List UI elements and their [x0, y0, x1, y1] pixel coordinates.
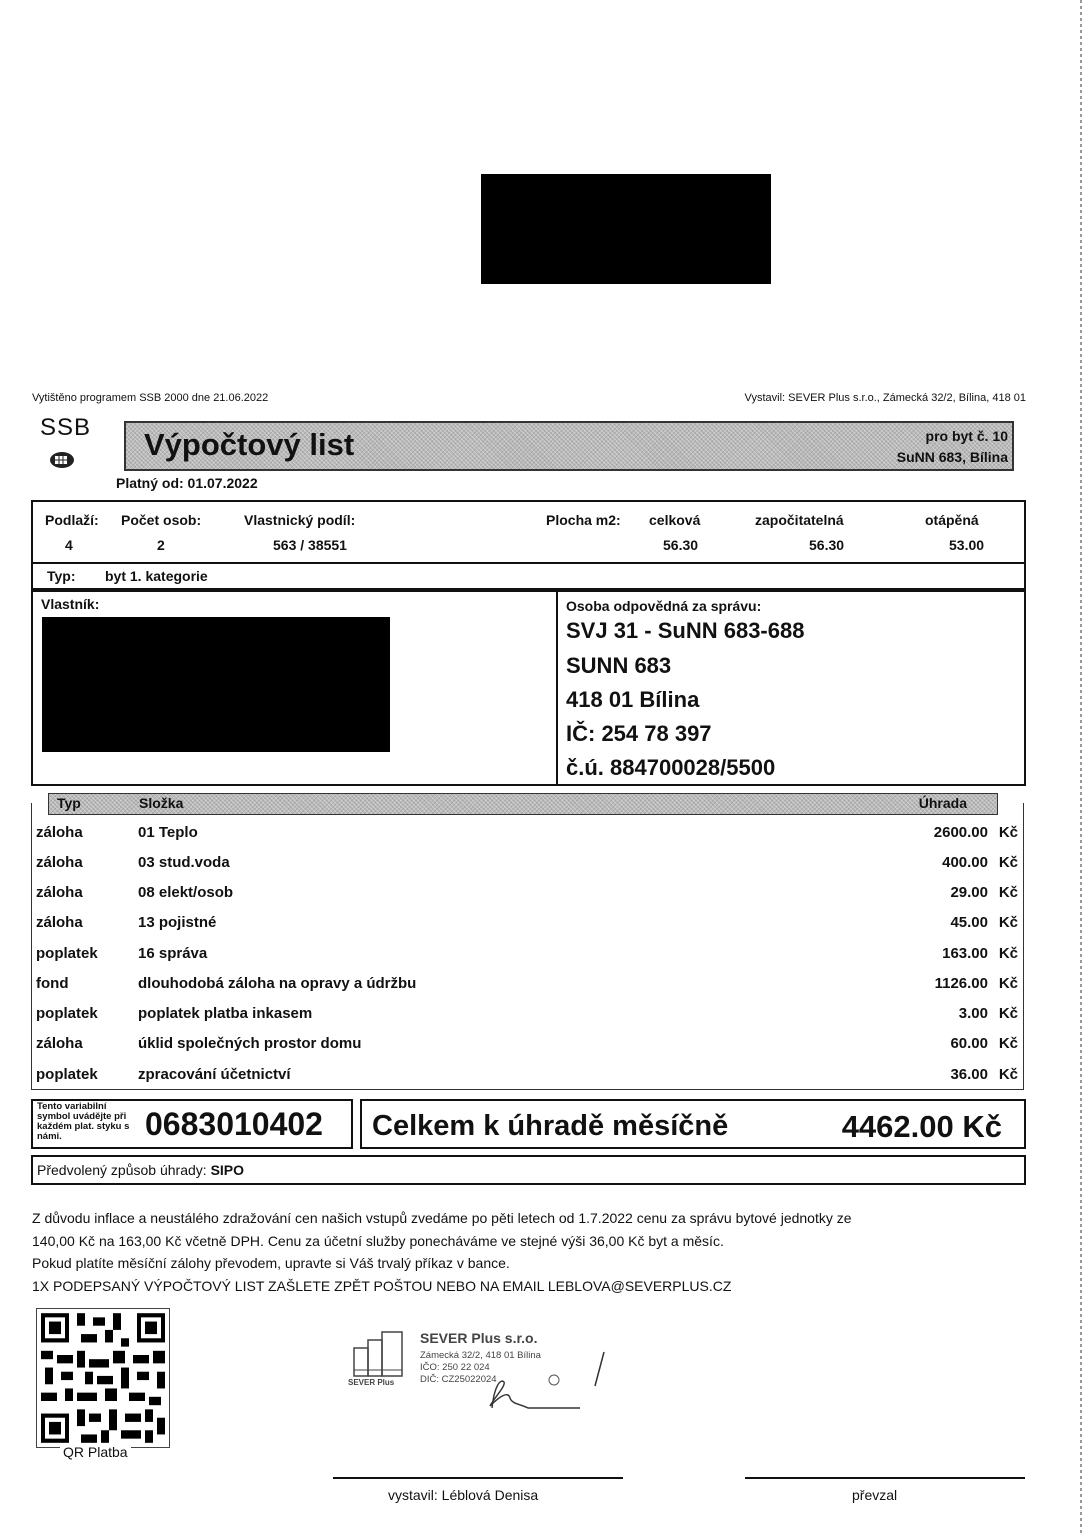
qr-code — [36, 1308, 170, 1448]
row-currency: Kč — [998, 1005, 1018, 1022]
row-item: 08 elekt/osob — [138, 884, 234, 901]
variable-symbol: 0683010402 — [145, 1106, 323, 1142]
redacted-block-top — [481, 174, 771, 284]
row-amount: 60.00 — [950, 1035, 988, 1052]
area-total-value: 56.30 — [663, 537, 699, 553]
row-currency: Kč — [998, 975, 1018, 992]
stamp-address: Zámecká 32/2, 418 01 Bílina — [420, 1350, 541, 1361]
row-item: dlouhodobá záloha na opravy a údržbu — [138, 975, 417, 992]
notice-line: 1X PODEPSANÝ VÝPOČTOVÝ LIST ZAŠLETE ZPĚT POŠTOU NEBO NA EMAIL LEBLOVA@SEVERPLUS.CZ — [32, 1277, 732, 1294]
row-type: záloha — [36, 914, 83, 931]
row-item: zpracování účetnictví — [138, 1066, 291, 1083]
type-value: byt 1. kategorie — [105, 568, 208, 584]
manager-city: 418 01 Bílina — [566, 687, 700, 712]
manager-label: Osoba odpovědná za správu: — [566, 598, 762, 614]
row-currency: Kč — [998, 824, 1018, 841]
header-type: Typ — [57, 795, 81, 811]
payment-method-label: Předvolený způsob úhrady: — [37, 1162, 207, 1178]
row-amount: 163.00 — [942, 945, 988, 962]
sever-plus-logo-icon — [350, 1330, 410, 1378]
printed-by-line: Vytištěno programem SSB 2000 dne 21.06.2022 — [32, 392, 269, 404]
total-amount: 4462.00 Kč — [841, 1109, 1002, 1144]
payment-method-row — [37, 1162, 244, 1178]
notice-line: 140,00 Kč na 163,00 Kč včetně DPH. Cenu za účetní služby ponecháváme ve stejné výši 36,00 Kč byt a měsíc. — [32, 1232, 724, 1249]
area-heated-value: 53.00 — [949, 537, 985, 553]
table-row — [36, 908, 1018, 938]
row-item: poplatek platba inkasem — [138, 1005, 313, 1022]
check-mark-icon — [592, 1350, 606, 1390]
area-counted-label: započitatelná — [755, 512, 844, 528]
valid-from: Platný od: 01.07.2022 — [116, 475, 258, 491]
header-amount: Úhrada — [918, 795, 967, 811]
redacted-owner — [42, 617, 390, 752]
stamp-ico: IČO: 250 22 024 — [420, 1362, 490, 1373]
row-item: 01 Teplo — [138, 824, 198, 841]
building-icon — [50, 450, 74, 468]
signature-line-receiver — [745, 1477, 1025, 1479]
row-type: poplatek — [36, 1005, 98, 1022]
issued-by: vystavil: Léblová Denisa — [388, 1487, 539, 1503]
variable-symbol-note: Tento variabilní symbol uvádějte při každém plat. styku s námi. — [37, 1101, 130, 1142]
table-row — [36, 999, 1018, 1029]
row-amount: 2600.00 — [933, 824, 988, 841]
signature-icon — [480, 1368, 590, 1418]
page-title: Výpočtový list — [144, 427, 355, 462]
table-row — [36, 1060, 1018, 1090]
row-currency: Kč — [998, 854, 1018, 871]
area-label: Plocha m2: — [546, 512, 621, 528]
type-label: Typ: — [47, 568, 76, 584]
area-heated-label: otápěná — [925, 512, 979, 528]
manager-account: č.ú. 884700028/5500 — [566, 755, 776, 780]
row-currency: Kč — [998, 945, 1018, 962]
row-currency: Kč — [998, 914, 1018, 931]
signature-line-issuer — [333, 1477, 623, 1479]
row-currency: Kč — [998, 1066, 1018, 1083]
notice-line: Pokud platíte měsíční zálohy převodem, upravte si Váš trvalý příkaz v bance. — [32, 1255, 510, 1271]
notice-text — [32, 1207, 1042, 1297]
building-name: SuNN 683, Bílina — [896, 449, 1008, 465]
owner-box — [31, 590, 556, 786]
manager-box — [556, 590, 1026, 786]
row-amount: 1126.00 — [934, 975, 988, 992]
title-bar — [124, 421, 1014, 471]
qr-code-icon — [37, 1309, 169, 1447]
manager-ico: IČ: 254 78 397 — [566, 721, 712, 746]
unit-info-box — [31, 500, 1026, 564]
stamp-company: SEVER Plus s.r.o. — [420, 1330, 538, 1346]
row-type: záloha — [36, 1035, 83, 1052]
table-row — [36, 878, 1018, 908]
row-type: záloha — [36, 824, 83, 841]
payment-method-value: SIPO — [210, 1162, 245, 1178]
row-item: úklid společných prostor domu — [138, 1035, 362, 1052]
unit-number: pro byt č. 10 — [925, 428, 1008, 444]
area-total-label: celková — [649, 512, 701, 528]
company-stamp — [350, 1330, 620, 1420]
floor-value: 4 — [65, 537, 73, 553]
monthly-total-box — [360, 1099, 1026, 1149]
persons-label: Počet osob: — [121, 512, 202, 528]
stamp-logo-text: SEVER Plus — [348, 1378, 395, 1387]
notice-line: Z důvodu inflace a neustálého zdražování cen našich vstupů zvedáme po pěti letech od 1.7.2022 cenu za správu bytové jednotky ze — [32, 1210, 852, 1226]
area-counted-value: 56.30 — [809, 537, 845, 553]
total-label: Celkem k úhradě měsíčně — [372, 1110, 729, 1142]
row-item: 16 správa — [138, 945, 208, 962]
owner-label: Vlastník: — [41, 596, 100, 612]
scan-edge — [1080, 0, 1082, 1536]
manager-street: SUNN 683 — [566, 653, 672, 678]
header-item: Složka — [139, 795, 184, 811]
row-item: 13 pojistné — [138, 914, 217, 931]
row-type: fond — [36, 975, 69, 992]
row-amount: 45.00 — [950, 914, 988, 931]
row-currency: Kč — [998, 884, 1018, 901]
received-by: převzal — [852, 1487, 898, 1503]
ssb-logo: SSB — [40, 414, 92, 441]
table-row — [36, 848, 1018, 878]
row-currency: Kč — [998, 1035, 1018, 1052]
table-row — [36, 818, 1018, 848]
unit-type-row — [31, 562, 1026, 590]
table-row — [36, 939, 1018, 969]
issuer-line: Vystavil: SEVER Plus s.r.o., Zámecká 32/2, Bílina, 418 01 — [744, 392, 1026, 404]
floor-label: Podlaží: — [45, 512, 99, 528]
items-table-header — [48, 793, 998, 815]
row-amount: 29.00 — [950, 884, 988, 901]
row-amount: 36.00 — [950, 1066, 988, 1083]
variable-symbol-box — [31, 1099, 353, 1149]
unit-designation — [897, 426, 1008, 468]
ownership-label: Vlastnický podíl: — [244, 512, 356, 528]
ownership-value: 563 / 38551 — [273, 537, 347, 553]
row-type: záloha — [36, 854, 83, 871]
payment-method-box — [31, 1155, 1026, 1185]
manager-name: SVJ 31 - SuNN 683-688 — [566, 618, 805, 643]
row-amount: 400.00 — [942, 854, 988, 871]
table-row — [36, 969, 1018, 999]
row-type: poplatek — [36, 945, 98, 962]
row-amount: 3.00 — [958, 1005, 988, 1022]
row-type: poplatek — [36, 1066, 98, 1083]
row-type: záloha — [36, 884, 83, 901]
table-row — [36, 1029, 1018, 1059]
qr-label: QR Platba — [60, 1444, 131, 1460]
stamp-dic: DIČ: CZ25022024 — [420, 1374, 497, 1385]
persons-value: 2 — [157, 537, 165, 553]
row-item: 03 stud.voda — [138, 854, 230, 871]
